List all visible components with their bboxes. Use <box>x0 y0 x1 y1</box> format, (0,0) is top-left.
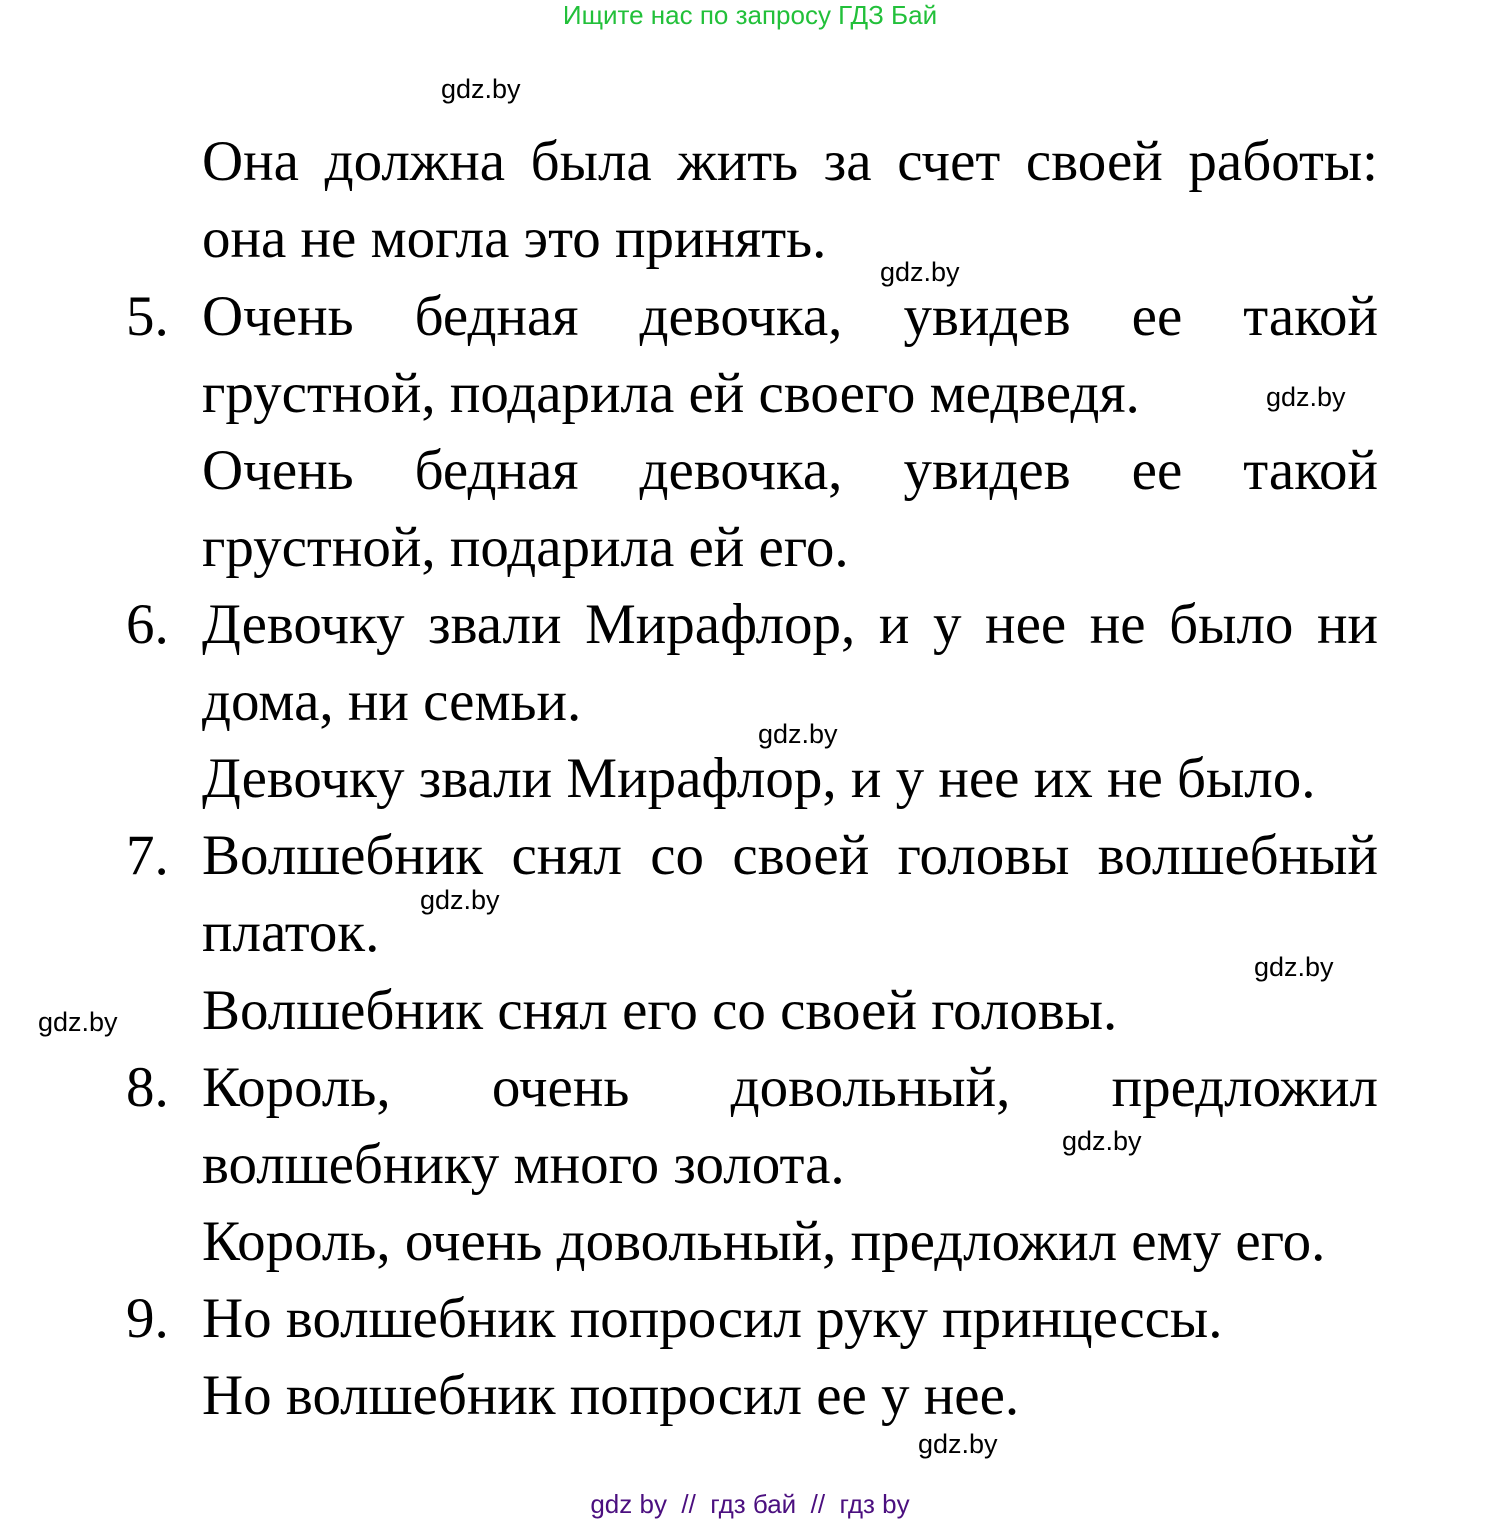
site-footer: gdz by // гдз бай // гдз by <box>590 1489 910 1519</box>
text-line: грустной, подарила ей его. <box>202 516 849 579</box>
text-line: Девочку звали Мирафлор, и у нее не было ни <box>202 593 1378 656</box>
watermark: gdz.by <box>441 74 521 104</box>
watermark: gdz.by <box>1254 952 1334 982</box>
watermark: gdz.by <box>1062 1126 1142 1156</box>
text-line: Но волшебник попросил руку принцессы. <box>202 1287 1223 1350</box>
text-line: волшебнику много золота. <box>202 1133 845 1196</box>
text-line: дома, ни семьи. <box>202 670 582 733</box>
text-line: Король, очень довольный, предложил <box>202 1056 1378 1119</box>
text-line: Она должна была жить за счет своей работы: <box>202 130 1378 193</box>
text-line: Но волшебник попросил ее у нее. <box>202 1364 1020 1427</box>
text-line: Волшебник снял его со своей головы. <box>202 979 1118 1042</box>
text-line: она не могла это принять. <box>202 207 827 270</box>
text-line: Очень бедная девочка, увидев ее такой <box>202 439 1378 502</box>
text-line: Девочку звали Мирафлор, и у нее их не было. <box>202 747 1316 810</box>
item-number: 7. <box>126 824 169 887</box>
watermark: gdz.by <box>38 1007 118 1037</box>
item-number: 9. <box>126 1287 169 1350</box>
item-number: 5. <box>126 285 169 348</box>
watermark: gdz.by <box>758 719 838 749</box>
watermark: gdz.by <box>1266 382 1346 412</box>
text-line: Волшебник снял со своей головы волшебный <box>202 824 1378 887</box>
watermark: gdz.by <box>420 885 500 915</box>
watermark: gdz.by <box>918 1429 998 1459</box>
text-line: Король, очень довольный, предложил ему его. <box>202 1210 1326 1273</box>
item-number: 8. <box>126 1056 169 1119</box>
text-line: платок. <box>202 901 380 964</box>
watermark: gdz.by <box>880 257 960 287</box>
site-banner: Ищите нас по запросу ГДЗ Бай <box>562 0 938 30</box>
item-number: 6. <box>126 593 169 656</box>
text-line: грустной, подарила ей своего медведя. <box>202 362 1140 425</box>
text-line: Очень бедная девочка, увидев ее такой <box>202 285 1378 348</box>
